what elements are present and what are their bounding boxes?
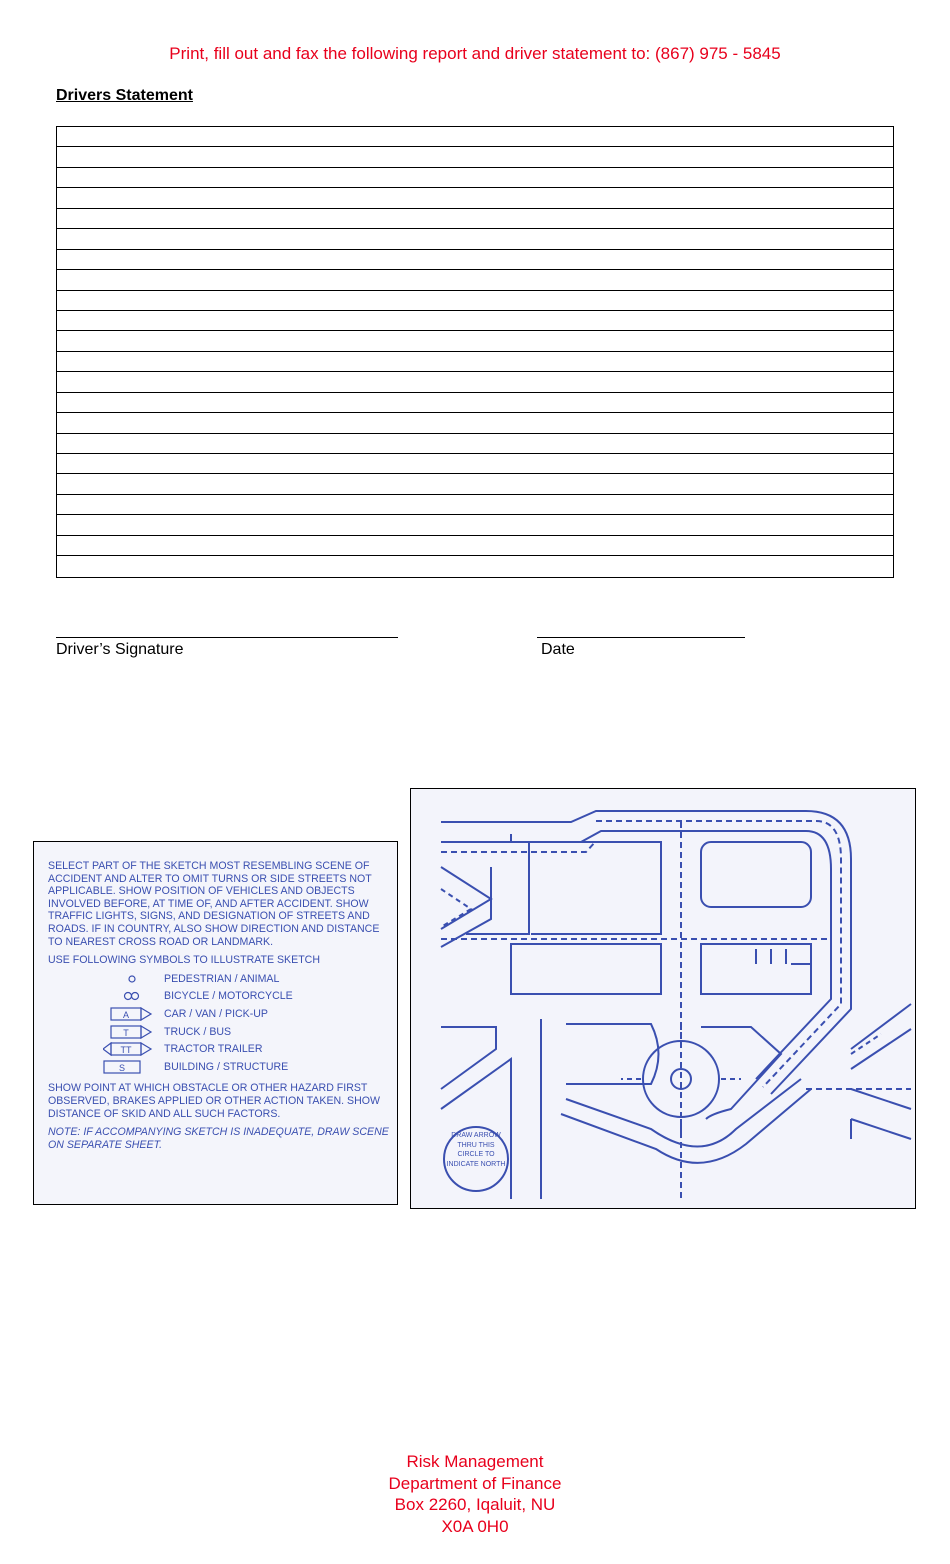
statement-lines-table[interactable]: [56, 126, 894, 578]
statement-line[interactable]: [57, 495, 893, 515]
statement-line[interactable]: [57, 352, 893, 372]
footer-department-unit: Risk Management: [406, 1452, 544, 1471]
statement-line[interactable]: [57, 291, 893, 311]
svg-text:T: T: [123, 1027, 129, 1038]
svg-text:S: S: [118, 1062, 126, 1073]
svg-text:A: A: [122, 1009, 130, 1020]
car-arrow-icon: [103, 1007, 161, 1021]
symbol-label: TRACTOR TRAILER: [164, 1043, 263, 1056]
circle-icon: [103, 972, 161, 986]
date-label: Date: [541, 641, 575, 658]
statement-line[interactable]: [57, 229, 893, 249]
symbol-list: [48, 971, 390, 1077]
statement-line[interactable]: [57, 556, 893, 576]
signature-label: Driver’s Signature: [56, 641, 184, 658]
symbol-label: PEDESTRIAN / ANIMAL: [164, 972, 280, 985]
symbol-label: BUILDING / STRUCTURE: [164, 1060, 289, 1073]
symbol-row: [48, 1059, 390, 1077]
double-circle-icon: [103, 989, 161, 1003]
sketch-intro-text: SELECT PART OF THE SKETCH MOST RESEMBLING SCENE OF ACCIDENT AND ALTER TO OMIT TURNS OR SIDE STREETS NOT APPLICABLE. SHOW POSITION OF VEHICLES AND OBJECTS INVOLVED BEFORE, AT TIME OF, AND AFTER ACCIDENT. SHOW TRAFFIC LIGHTS, SIGNS, AND DESIGNATION OF STREETS AND ROADS. IF IN COUNTRY, ALSO SHOW DIRECTION AND DISTANCE TO NEAREST CROSS ROAD OR LANDMARK.: [48, 860, 380, 948]
footer-address: [0, 1451, 950, 1537]
symbols-heading: USE FOLLOWING SYMBOLS TO ILLUSTRATE SKETCH: [48, 954, 320, 967]
statement-line[interactable]: [57, 250, 893, 270]
section-title: Drivers Statement: [56, 87, 193, 104]
symbol-label: BICYCLE / MOTORCYCLE: [164, 990, 293, 1003]
svg-text:TT: TT: [120, 1045, 132, 1056]
statement-line[interactable]: [57, 168, 893, 188]
statement-line[interactable]: [57, 393, 893, 413]
symbol-label: TRUCK / BUS: [164, 1025, 232, 1038]
symbol-row: [48, 1024, 390, 1042]
statement-line[interactable]: [57, 270, 893, 290]
sketch-note: NOTE: IF ACCOMPANYING SKETCH IS INADEQUATE, DRAW SCENE ON SEPARATE SHEET.: [48, 1126, 389, 1151]
north-circle-text: DRAW ARROW THRU THIS CIRCLE TO INDICATE NORTH: [446, 1132, 506, 1168]
statement-line[interactable]: [57, 331, 893, 351]
statement-line[interactable]: [57, 536, 893, 556]
trailer-arrow-icon: [103, 1042, 161, 1056]
statement-line[interactable]: [57, 311, 893, 331]
statement-line[interactable]: [57, 434, 893, 454]
building-box-icon: [103, 1060, 161, 1074]
symbol-label: CAR / VAN / PICK-UP: [164, 1007, 268, 1020]
symbol-row: [48, 1006, 390, 1024]
date-line[interactable]: [537, 637, 745, 638]
footer-department: Department of Finance: [388, 1473, 562, 1493]
symbol-row: [48, 971, 390, 989]
truck-arrow-icon: [103, 1025, 161, 1039]
footer-postal-code: X0A 0H0: [441, 1516, 509, 1536]
hazard-text: SHOW POINT AT WHICH OBSTACLE OR OTHER HAZARD FIRST OBSERVED, BRAKES APPLIED OR OTHER ACTION TAKEN. SHOW DISTANCE OF SKID AND ALL SUCH FACTORS.: [48, 1082, 381, 1120]
fax-instruction: Print, fill out and fax the following report and driver statement to: (867) 975 - 5845: [169, 44, 781, 63]
statement-line[interactable]: [57, 372, 893, 392]
statement-line[interactable]: [57, 127, 893, 147]
footer-box: Box 2260, Iqaluit, NU: [394, 1495, 556, 1514]
symbol-row: [48, 1041, 390, 1059]
statement-line[interactable]: [57, 413, 893, 433]
statement-line[interactable]: [57, 515, 893, 535]
sketch-instructions-panel: [33, 841, 398, 1205]
symbol-row: [48, 988, 390, 1006]
signature-line[interactable]: [56, 637, 398, 638]
statement-line[interactable]: [57, 209, 893, 229]
statement-line[interactable]: [57, 454, 893, 474]
statement-line[interactable]: [57, 188, 893, 208]
statement-line[interactable]: [57, 474, 893, 494]
statement-line[interactable]: [57, 147, 893, 167]
accident-sketch-map[interactable]: [410, 788, 916, 1209]
